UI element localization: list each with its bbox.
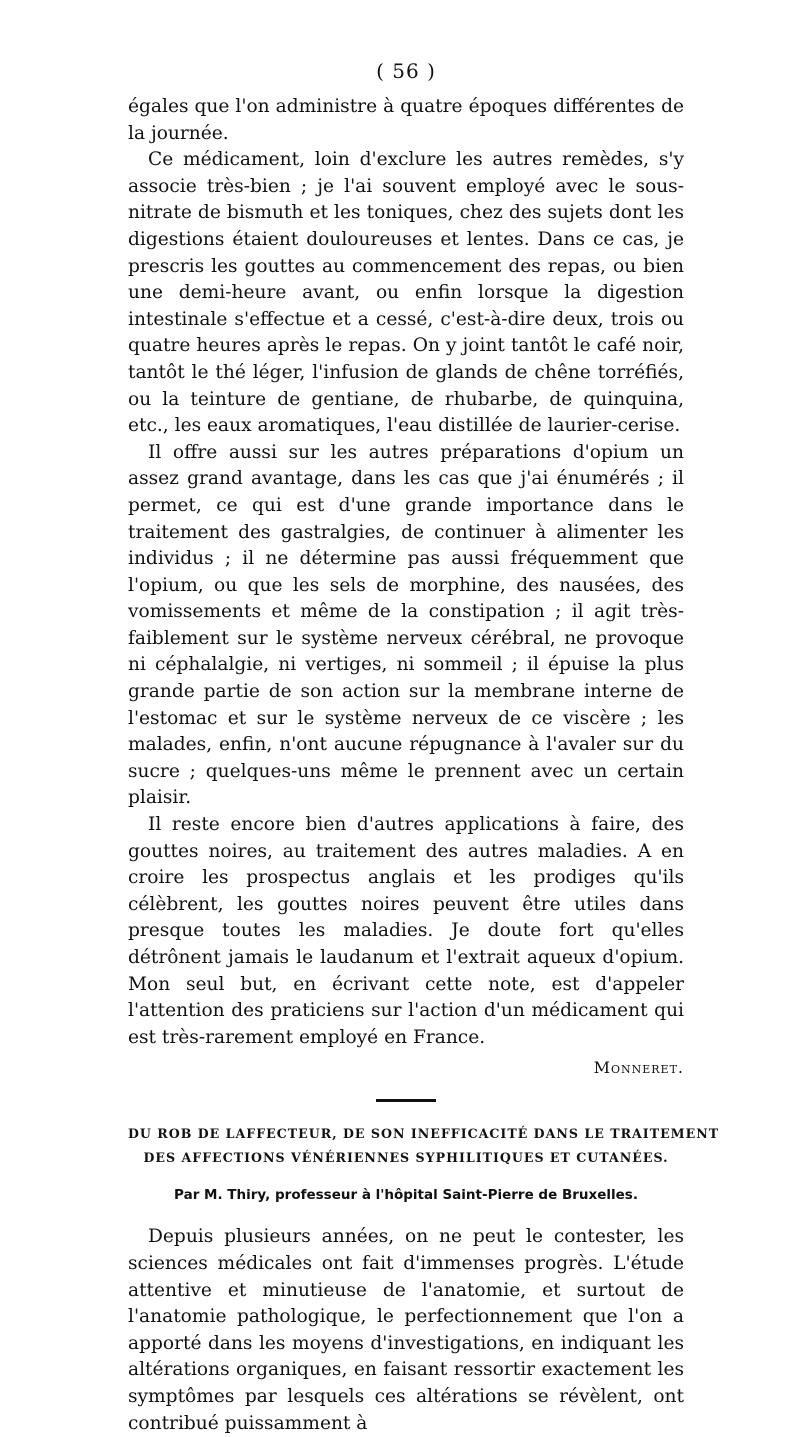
article-byline: Par M. Thiry, professeur à l'hôpital Saint-Pierre de Bruxelles. bbox=[174, 1187, 638, 1204]
section-divider bbox=[376, 1099, 436, 1102]
paragraph-advantages: Il offre aussi sur les autres préparations d'opium un assez grand avantage, dans les cas que j'ai énumérés ; il permet, ce qui est d'une grande importance dans le traitement des gastralgies, de continuer à alimenter les individus ; il ne détermine pas aussi fréquemment que l'opium, ou que les sels de morphine, des nausées, des vomissements et même de la constipation ; il agit très-faiblement sur le système nerveux cérébral, ne provoque ni céphalalgie, ni vertiges, ni sommeil ; il épuise la plus grande partie de son action sur la membrane interne de l'estomac et sur le système nerveux de ce viscère ; les malades, enfin, n'ont aucune répugnance à l'avaler sur du sucre ; quelques-uns même le prennent avec un certain plaisir. bbox=[128, 441, 684, 809]
document-page bbox=[128, 58, 720, 1437]
paragraph-new-article: Depuis plusieurs années, on ne peut le contester, les sciences médicales ont fait d'immenses progrès. L'étude attentive et minutieuse de l'anatomie, et surtout de l'anatomie pathologique, le perfectionnement que l'on a apporté dans les moyens d'investigations, en indiquant les altérations organiques, en faisant ressortir exactement les symptômes par lesquels ces altérations se révèlent, ont contribué puissamment à bbox=[128, 1226, 684, 1434]
section-heading-line-1: DU ROB DE LAFFECTEUR, DE SON INEFFICACITÉ DANS LE TRAITEMENT bbox=[128, 1126, 720, 1142]
paragraph-continuation: égales que l'on administre à quatre époques différentes de la journée. bbox=[128, 96, 684, 144]
page-number: ( 56 ) bbox=[376, 59, 436, 83]
author-signature: Monneret. bbox=[593, 1058, 684, 1078]
section-heading-line-2: DES AFFECTIONS VÉNÉRIENNES SYPHILITIQUES ET CUTANÉES. bbox=[143, 1150, 669, 1166]
paragraph-medicament: Ce médicament, loin d'exclure les autres remèdes, s'y associe très-bien ; je l'ai souvent employé avec le sous-nitrate de bismuth et les toniques, chez des sujets dont les digestions étaient douloureuses et lentes. Dans ce cas, je prescris les gouttes au commencement des repas, ou bien une demi-heure avant, ou enfin lorsque la digestion intestinale s'effectue et a cessé, c'est-à-dire deux, trois ou quatre heures après le repas. On y joint tantôt le café noir, tantôt le thé léger, l'infusion de glands de chêne torréfiés, ou la teinture de gentiane, de rhubarbe, de quinquina, etc., les eaux aromatiques, l'eau distillée de laurier-cerise. bbox=[128, 149, 684, 437]
paragraph-applications: Il reste encore bien d'autres applications à faire, des gouttes noires, au traitement des autres maladies. A en croire les prospectus anglais et les prodiges qu'ils célèbrent, les gouttes noires peuvent être utiles dans presque toutes les maladies. Je doute fort qu'elles détrônent jamais le laudanum et l'extrait aqueux d'opium. Mon seul but, en écrivant cette note, est d'appeler l'attention des praticiens sur l'action d'un médicament qui est très-rarement employé en France. bbox=[128, 814, 684, 1048]
